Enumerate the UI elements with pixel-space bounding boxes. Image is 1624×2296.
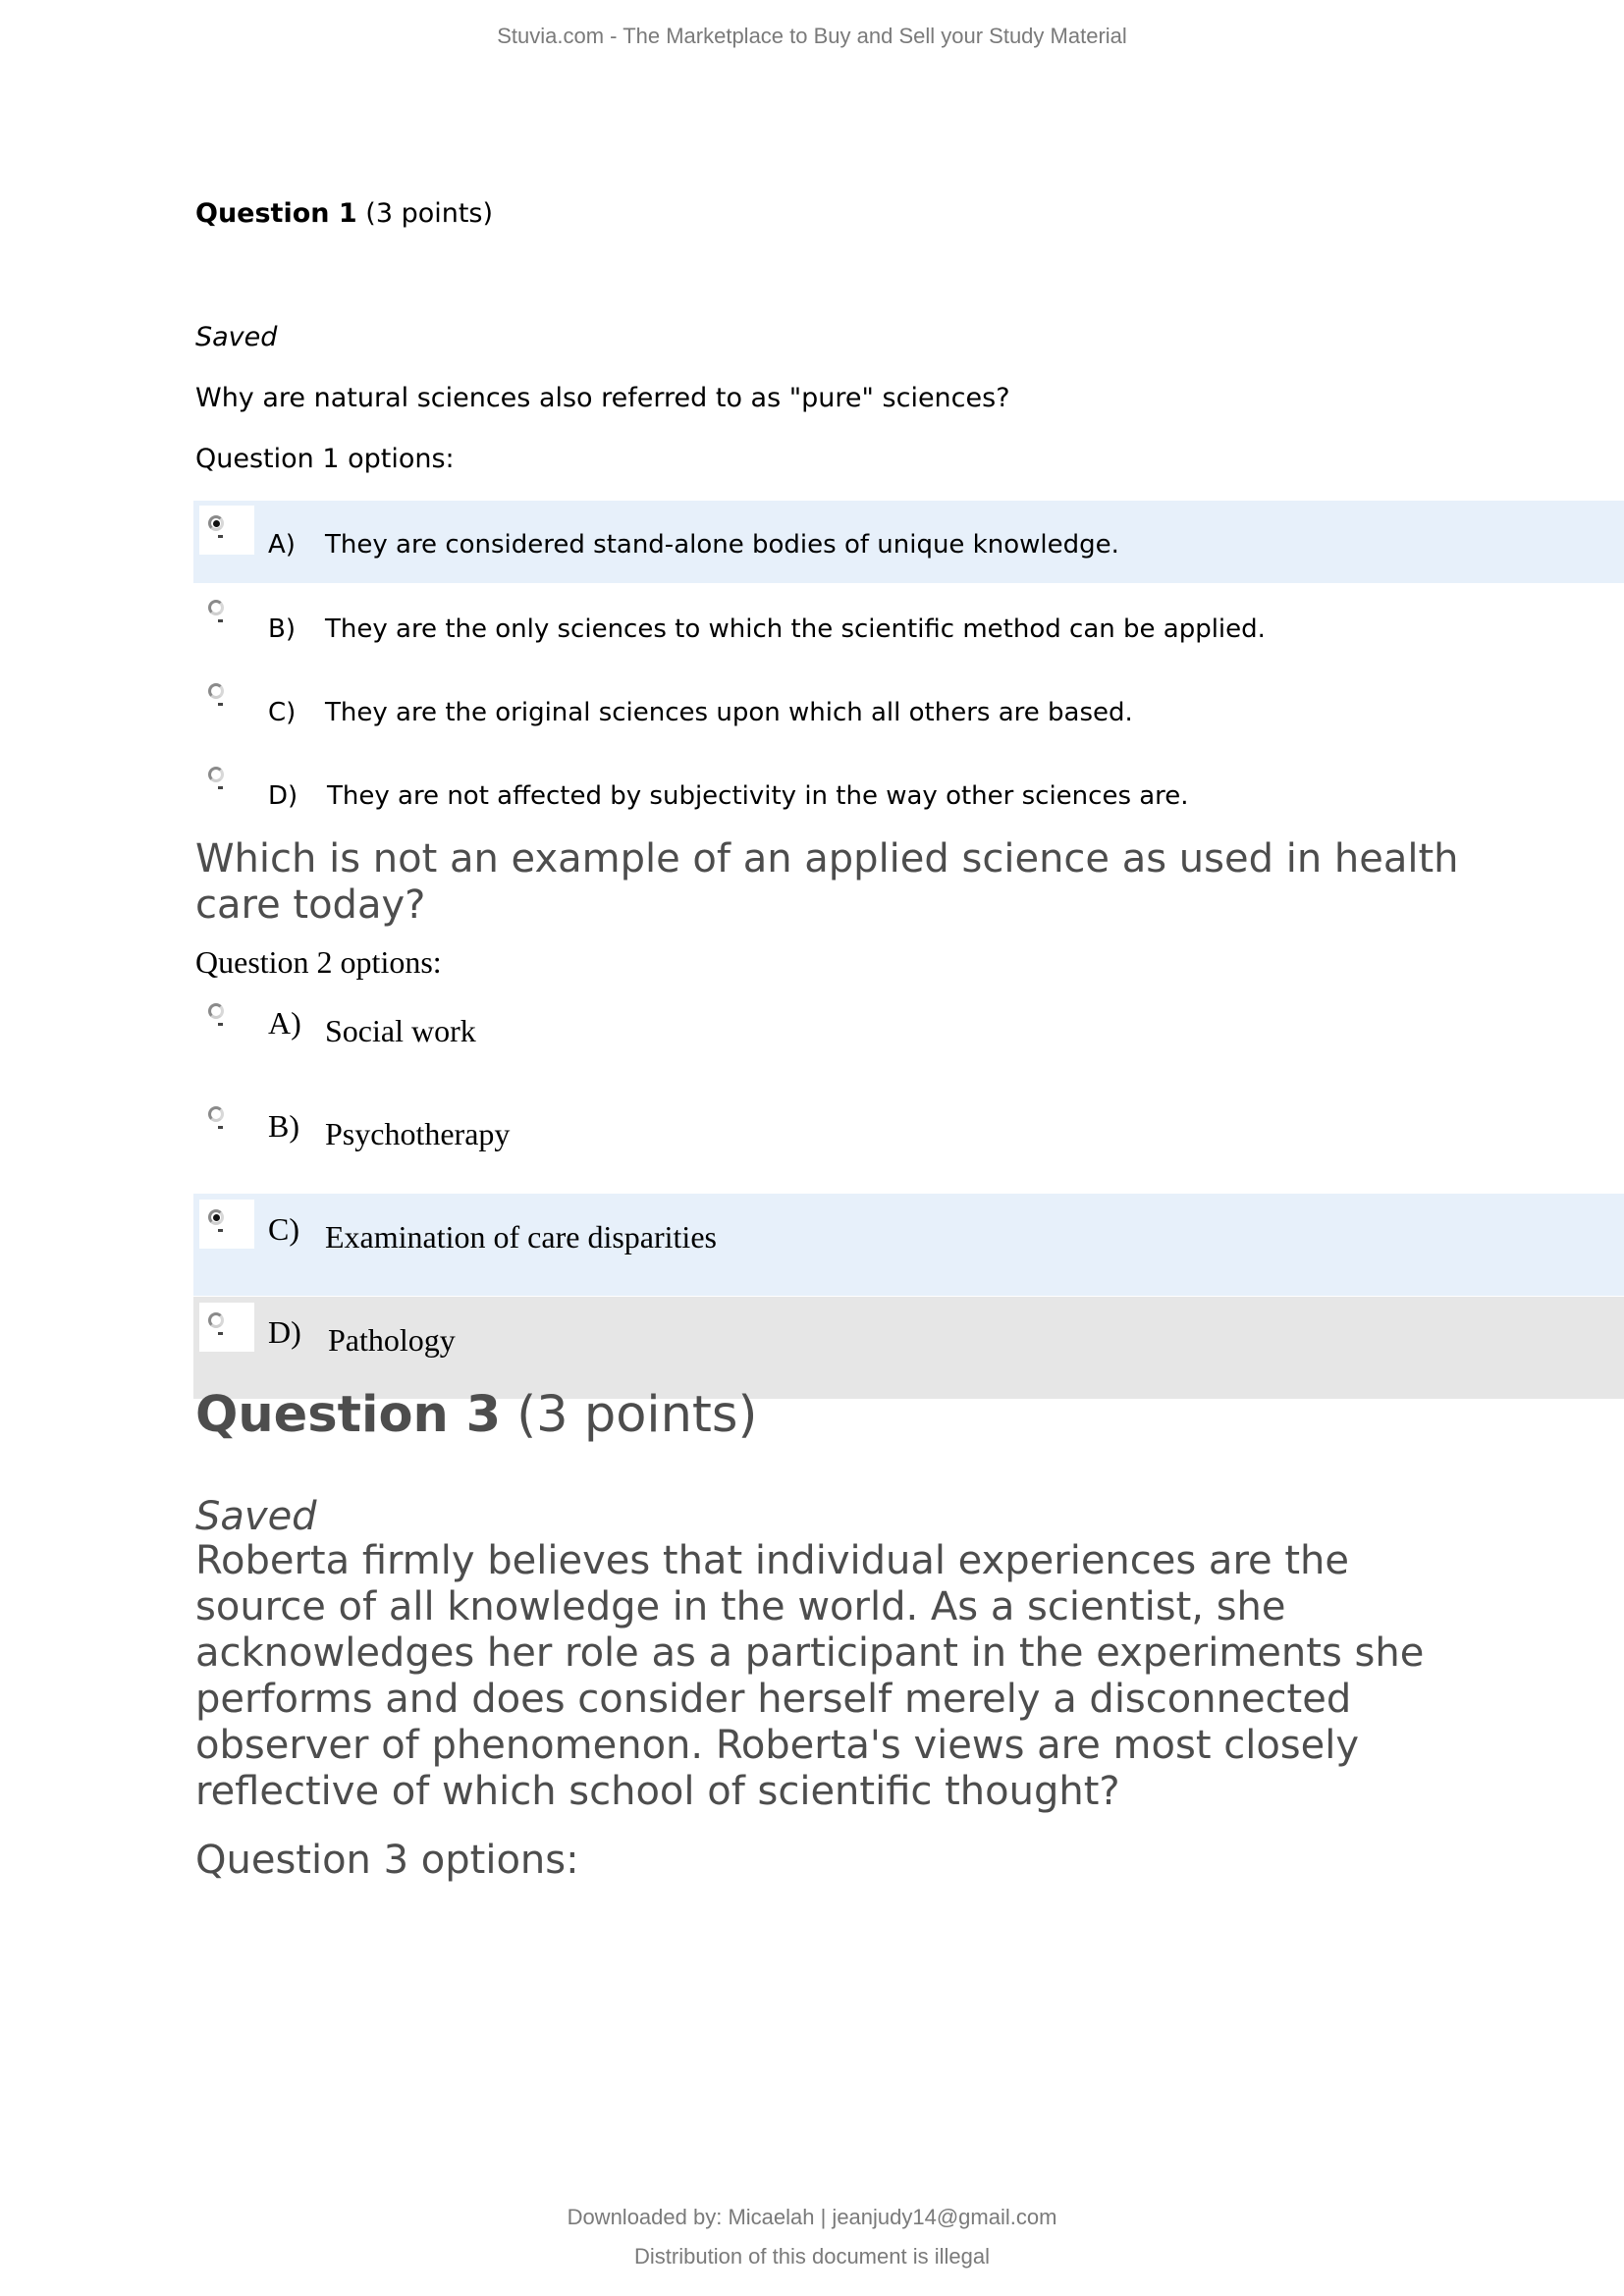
question-3-status: Saved bbox=[195, 1494, 317, 1539]
footer-downloaded-by: Downloaded by: Micaelah | jeanjudy14@gmail.com bbox=[567, 2205, 1057, 2229]
question-3-points: (3 points) bbox=[516, 1386, 758, 1444]
option-text: Examination of care disparities bbox=[325, 1219, 717, 1255]
question-2-option-c[interactable] bbox=[193, 1194, 1624, 1296]
question-1-option-b[interactable] bbox=[193, 585, 1624, 667]
question-2-options-label: Question 2 options: bbox=[195, 944, 442, 980]
question-1-points: (3 points) bbox=[365, 198, 494, 229]
question-3-text: Roberta firmly believes that individual experiences are the source of all knowledge in the world. As a scientist, she acknowledges her role as a participant in the experiments she performs and does consider herself merely a disconnected observer of phenomenon. Roberta's views are most closely reflective of which school of scientific thought? bbox=[195, 1538, 1425, 1814]
question-2-option-a[interactable] bbox=[193, 988, 1624, 1090]
option-letter: C) bbox=[268, 1211, 299, 1247]
radio-button[interactable] bbox=[199, 1303, 254, 1352]
question-1-option-d[interactable] bbox=[193, 752, 1624, 834]
option-letter: D) bbox=[268, 781, 298, 811]
question-1-option-c[interactable] bbox=[193, 668, 1624, 751]
question-1-status: Saved bbox=[195, 322, 278, 352]
option-letter: A) bbox=[268, 530, 296, 560]
question-3-options-label: Question 3 options: bbox=[195, 1838, 579, 1883]
question-3-title bbox=[195, 1386, 757, 1444]
option-text: They are the original sciences upon which all others are based. bbox=[325, 698, 1133, 727]
option-letter: C) bbox=[268, 698, 297, 727]
option-letter: B) bbox=[268, 614, 296, 644]
question-2-text: Which is not an example of an applied science as used in health care today? bbox=[195, 836, 1459, 928]
option-letter: A) bbox=[268, 1005, 301, 1041]
question-1-options-label: Question 1 options: bbox=[195, 444, 455, 474]
option-text: They are not affected by subjectivity in the way other sciences are. bbox=[327, 781, 1189, 811]
option-text: They are the only sciences to which the scientific method can be applied. bbox=[325, 614, 1266, 644]
radio-button[interactable] bbox=[199, 1096, 254, 1146]
option-text: Psychotherapy bbox=[325, 1116, 511, 1151]
option-letter: D) bbox=[268, 1314, 301, 1350]
question-2-option-b[interactable] bbox=[193, 1091, 1624, 1193]
radio-button-selected[interactable] bbox=[199, 506, 254, 555]
page-header: Stuvia.com - The Marketplace to Buy and Sell your Study Material bbox=[497, 24, 1127, 48]
option-text: Pathology bbox=[328, 1322, 456, 1358]
question-1-title bbox=[195, 198, 493, 229]
option-letter: B) bbox=[268, 1108, 299, 1144]
radio-button[interactable] bbox=[199, 590, 254, 639]
option-text: Social work bbox=[325, 1013, 476, 1048]
radio-button[interactable] bbox=[199, 757, 254, 806]
option-text: They are considered stand-alone bodies of unique knowledge. bbox=[325, 530, 1119, 560]
question-1-option-a[interactable] bbox=[193, 501, 1624, 583]
footer-notice: Distribution of this document is illegal bbox=[634, 2244, 990, 2269]
question-1-text: Why are natural sciences also referred to as "pure" sciences? bbox=[195, 383, 1010, 413]
radio-button[interactable] bbox=[199, 673, 254, 722]
question-3-number: Question 3 bbox=[195, 1386, 502, 1444]
question-2-option-d[interactable] bbox=[193, 1297, 1624, 1399]
question-1-number: Question 1 bbox=[195, 198, 357, 229]
radio-button-selected[interactable] bbox=[199, 1200, 254, 1249]
radio-button[interactable] bbox=[199, 993, 254, 1042]
